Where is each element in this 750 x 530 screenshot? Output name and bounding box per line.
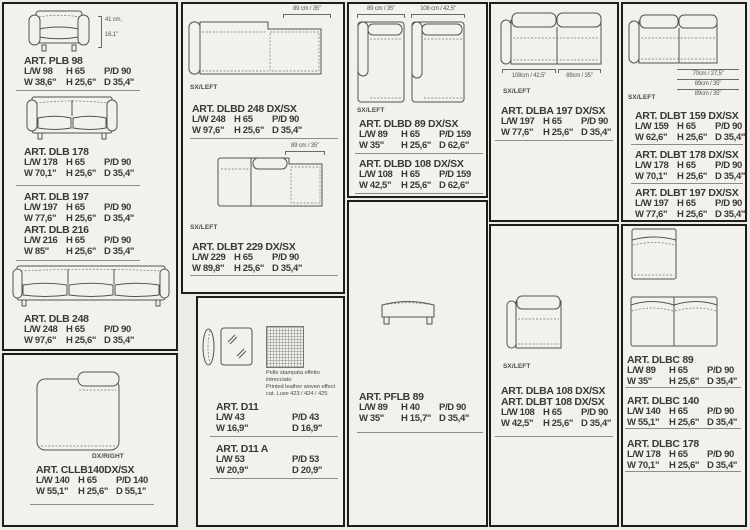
material-caption [266, 370, 335, 398]
panel-dlbd89-dlbd108 [347, 2, 488, 198]
lw: L/W 89 [627, 365, 656, 376]
d-in: D 35,4" [272, 262, 303, 274]
panel-plb-dlb [2, 2, 178, 351]
h-in: H 25,6" [234, 124, 265, 136]
spec-dlbd-248 [192, 104, 302, 136]
h: H 65 [234, 114, 253, 125]
width-value: 89 cm / 35" [293, 6, 321, 12]
w-in: W 42,5" [359, 179, 392, 191]
divider [355, 153, 483, 154]
lw: L/W 229 [192, 252, 226, 263]
imperial-dimensions [24, 247, 134, 258]
pd: P/D 140 [116, 475, 148, 486]
imperial-dimensions [216, 466, 322, 477]
art-number: ART. DLBT 229 DX/SX [192, 241, 296, 253]
element-89-top-view-drawing [357, 21, 405, 103]
metric-dimensions [216, 413, 322, 424]
w-in: W 85" [24, 245, 49, 257]
d-in: D 62,6" [439, 139, 470, 151]
width-value: 89cm / 35" [566, 73, 593, 79]
divider [355, 193, 483, 194]
art-number: ART. DLBC 140 [627, 395, 699, 407]
measure-line [677, 69, 739, 70]
metric-dimensions [627, 450, 737, 461]
imperial-dimensions [501, 128, 611, 139]
spec-dlbt-229 [192, 242, 302, 274]
pd: P/D 90 [707, 449, 734, 460]
divider [16, 90, 140, 91]
spec-dlb-248 [24, 314, 134, 346]
metric-dimensions [24, 158, 134, 169]
element-108-top-view-drawing [506, 295, 562, 351]
h: H 40 [401, 402, 420, 413]
spec-dlbd-108 [359, 159, 471, 191]
daybed-229-top-view-drawing [217, 157, 323, 207]
width-value: 89 cm / 35" [291, 143, 319, 149]
divider [16, 260, 140, 261]
metric-dimensions [24, 236, 134, 247]
spec-dlbc-89 [627, 355, 737, 387]
lw: L/W 197 [501, 116, 535, 127]
caption-line-2: intrecciato [266, 376, 292, 383]
panel-dlba108-dlbt108 [489, 224, 619, 527]
spec-dlb-216 [24, 225, 134, 257]
w-in: W 70,1" [627, 459, 660, 471]
pd: P/D 90 [581, 116, 608, 127]
sofa-dlbt-top-view-drawing [628, 14, 718, 68]
h: H 65 [677, 121, 696, 132]
imperial-dimensions [635, 210, 745, 221]
pd: P/D 159 [439, 129, 471, 140]
width-value: 108 cm / 42,5" [420, 6, 456, 12]
width-value: 89 cm / 35" [367, 6, 395, 12]
metric-dimensions [501, 408, 611, 419]
daybed-248-top-view-drawing [188, 21, 322, 75]
spec-cllb140 [36, 465, 148, 497]
pd: P/D 43 [292, 412, 319, 423]
h-in: H 15,7" [401, 412, 432, 424]
w-in: W 35" [627, 375, 652, 387]
d-in: D 20,9" [292, 464, 323, 476]
metric-dimensions [359, 403, 469, 414]
d-in: D 55,1" [116, 485, 147, 497]
metric-dimensions [627, 366, 737, 377]
d-in: D 35,4" [707, 375, 738, 387]
d-in: D 35,4" [104, 212, 135, 224]
divider [190, 275, 338, 276]
seat-height-annotation [105, 17, 122, 39]
lw: L/W 178 [627, 449, 661, 460]
d-in: D 35,4" [104, 245, 135, 257]
lw: L/W 197 [24, 202, 58, 213]
orientation-label: SX/LEFT [503, 88, 531, 95]
metric-dimensions [24, 203, 134, 214]
d-in: D 35,4" [715, 131, 746, 143]
sofa-3seat-front-drawing [12, 265, 170, 311]
h: H 65 [66, 324, 85, 335]
armchair-front-drawing [28, 10, 90, 58]
lw: L/W 53 [216, 454, 245, 465]
h: H 65 [543, 407, 562, 418]
pd: P/D 90 [581, 407, 608, 418]
h: H 65 [401, 169, 420, 180]
width-value: 89cm / 35" [694, 81, 722, 87]
art-number: ART. DLB 216 [24, 224, 89, 236]
divider [16, 185, 140, 186]
lw: L/W 197 [635, 198, 669, 209]
pd: P/D 53 [292, 454, 319, 465]
h: H 65 [66, 157, 85, 168]
h-in: H 25,6" [669, 416, 700, 428]
spec-dlb-197 [24, 192, 134, 224]
measure-line [677, 79, 739, 80]
imperial-dimensions [24, 169, 134, 180]
spec-dlbc-178 [627, 439, 737, 471]
d-in: D 35,4" [104, 76, 135, 88]
divider [210, 436, 338, 437]
h: H 65 [669, 365, 688, 376]
w-in: W 55,1" [36, 485, 69, 497]
width-value: 70cm / 27,5" [692, 71, 724, 77]
w-in: W 77,6" [501, 126, 534, 138]
lw: L/W 159 [635, 121, 669, 132]
pd: P/D 90 [272, 114, 299, 125]
d-in: D 35,4" [439, 412, 470, 424]
w-in: W 89,8" [192, 262, 225, 274]
panel-pflb89 [347, 200, 488, 527]
lw: L/W 108 [501, 407, 535, 418]
art-number: ART. DLBA 108 DX/SX [501, 385, 606, 397]
d-in: D 35,4" [715, 208, 746, 220]
h-in: H 25,6" [543, 417, 574, 429]
width-annotation [411, 6, 465, 18]
spec-dlb-178 [24, 147, 134, 179]
pd: P/D 90 [104, 157, 131, 168]
spec-dlbt-178 [635, 150, 745, 182]
imperial-dimensions [192, 126, 302, 137]
chaise-top-view-drawing [36, 371, 120, 451]
orientation-label: SX/LEFT [190, 84, 218, 91]
pd: P/D 90 [104, 66, 131, 77]
lw: L/W 108 [359, 169, 393, 180]
w-in: W 16,9" [216, 422, 249, 434]
w-in: W 20,9" [216, 464, 249, 476]
spec-pflb-89 [359, 392, 469, 424]
d-in: D 35,4" [104, 167, 135, 179]
spec-dlbt-159 [635, 111, 745, 143]
orientation-label: SX/LEFT [190, 224, 218, 231]
metric-dimensions [36, 476, 148, 487]
imperial-dimensions [359, 141, 471, 152]
h-in: H 25,6" [669, 375, 700, 387]
w-in: W 38,6" [24, 76, 57, 88]
cushion-side-view-drawing [202, 328, 215, 366]
spec-dlbt-197 [635, 188, 745, 220]
spec-dlbd-89 [359, 119, 471, 151]
art-number: ART. DLB 197 [24, 191, 89, 203]
h-in: H 25,6" [234, 262, 265, 274]
art-number: ART. DLBT 108 DX/SX [501, 396, 605, 408]
h: H 65 [78, 475, 97, 486]
width-value: 89cm / 35" [694, 91, 722, 97]
lw: L/W 178 [24, 157, 58, 168]
imperial-dimensions [192, 264, 302, 275]
lw: L/W 140 [36, 475, 70, 486]
w-in: W 77,6" [635, 208, 668, 220]
woven-leather-swatch [266, 326, 304, 368]
caption-line-4: cat. Luxe 423 / 424 / 425 [266, 390, 328, 397]
divider [495, 436, 613, 437]
metric-dimensions [359, 130, 471, 141]
d-in: D 35,4" [581, 126, 612, 138]
divider [210, 478, 338, 479]
metric-dimensions [635, 161, 745, 172]
h-in: H 25,6" [401, 179, 432, 191]
cushion-front-view-drawing [220, 327, 253, 366]
art-number: ART. DLBD 108 DX/SX [359, 158, 464, 170]
d-in: D 35,4" [707, 459, 738, 471]
spec-d11a [216, 444, 322, 476]
metric-dimensions [192, 253, 302, 264]
d-in: D 35,4" [272, 124, 303, 136]
w-in: W 55,1" [627, 416, 660, 428]
imperial-dimensions [24, 336, 134, 347]
w-in: W 35" [359, 139, 384, 151]
lw: L/W 216 [24, 235, 58, 246]
h: H 65 [677, 160, 696, 171]
lw: L/W 248 [192, 114, 226, 125]
imperial-dimensions [627, 461, 737, 472]
caption-line-3: Printed leather woven effect [266, 383, 335, 390]
lw: L/W 248 [24, 324, 58, 335]
measure-bracket [357, 14, 405, 18]
w-in: W 35" [359, 412, 384, 424]
art-number: ART. DLBT 178 DX/SX [635, 149, 739, 161]
divider [625, 428, 741, 429]
width-annotation [357, 6, 405, 18]
divider [631, 144, 743, 145]
h-in: H 25,6" [66, 212, 97, 224]
width-annotation [502, 68, 556, 80]
h-in: H 25,6" [66, 334, 97, 346]
h-in: H 25,6" [677, 208, 708, 220]
h-in: H 25,6" [66, 167, 97, 179]
imperial-dimensions [627, 377, 737, 388]
metric-dimensions [627, 407, 737, 418]
h: H 65 [66, 66, 85, 77]
seat-height-cm: 41 cm, [105, 17, 122, 23]
width-annotations [672, 68, 744, 98]
metric-dimensions [635, 122, 745, 133]
sofa-2seat-front-drawing [26, 96, 118, 146]
art-number: ART. DLBA 197 DX/SX [501, 105, 606, 117]
w-in: W 97,6" [192, 124, 225, 136]
art-number: ART. DLBD 248 DX/SX [192, 103, 297, 115]
measure-line [677, 89, 739, 90]
metric-dimensions [216, 455, 322, 466]
h: H 65 [234, 252, 253, 263]
h-in: H 25,6" [669, 459, 700, 471]
w-in: W 42,5" [501, 417, 534, 429]
d-in: D 62,6" [439, 179, 470, 191]
art-number: ART. DLBD 89 DX/SX [359, 118, 459, 130]
metric-dimensions [359, 170, 471, 181]
w-in: W 62,6" [635, 131, 668, 143]
measure-bracket [411, 14, 465, 18]
w-in: W 70,1" [635, 170, 668, 182]
art-number: ART. DLBT 197 DX/SX [635, 187, 739, 199]
orientation-label: SX/LEFT [357, 107, 385, 114]
imperial-dimensions [359, 181, 471, 192]
lw: L/W 43 [216, 412, 245, 423]
d-in: D 35,4" [715, 170, 746, 182]
lw: L/W 140 [627, 406, 661, 417]
metric-dimensions [501, 117, 611, 128]
lw: L/W 178 [635, 160, 669, 171]
element-dlbc89-drawing [631, 228, 677, 280]
seat-height-in: 16,1" [105, 32, 118, 38]
metric-dimensions [24, 67, 134, 78]
lw: L/W 98 [24, 66, 53, 77]
pd: P/D 90 [715, 198, 742, 209]
metric-dimensions [635, 199, 745, 210]
orientation-label: DX/RIGHT [92, 453, 124, 460]
imperial-dimensions [36, 487, 148, 498]
height-bracket [98, 16, 102, 48]
art-number: ART. DLB 178 [24, 146, 89, 158]
pouf-front-drawing [380, 296, 436, 328]
divider [625, 387, 741, 388]
imperial-dimensions [359, 414, 469, 425]
d-in: D 35,4" [581, 417, 612, 429]
divider [625, 471, 741, 472]
pd: P/D 159 [439, 169, 471, 180]
w-in: W 70,1" [24, 167, 57, 179]
h-in: H 25,6" [677, 170, 708, 182]
orientation-label: SX/LEFT [628, 94, 656, 101]
orientation-label: SX/LEFT [503, 363, 531, 370]
divider [631, 183, 743, 184]
pd: P/D 90 [715, 160, 742, 171]
pd: P/D 90 [104, 202, 131, 213]
panel-dlba197 [489, 2, 619, 222]
h-in: H 25,6" [543, 126, 574, 138]
width-annotation [283, 6, 331, 18]
width-annotation [558, 68, 601, 80]
spec-dlba-197 [501, 106, 611, 138]
panel-dlbt-series [621, 2, 747, 222]
pd: P/D 90 [104, 235, 131, 246]
spec-dlba-dlbt-108 [501, 386, 611, 429]
art-number: ART. DLB 248 [24, 313, 89, 325]
d-in: D 35,4" [104, 334, 135, 346]
panel-cushions-d11 [196, 296, 345, 527]
lw: L/W 89 [359, 402, 388, 413]
w-in: W 77,6" [24, 212, 57, 224]
imperial-dimensions [635, 172, 745, 183]
w-in: W 97,6" [24, 334, 57, 346]
pd: P/D 90 [272, 252, 299, 263]
panel-cllb140 [2, 353, 178, 527]
imperial-dimensions [216, 424, 322, 435]
caption-line-1: Pelle stampata effetto [266, 370, 320, 376]
h: H 65 [66, 202, 85, 213]
pd: P/D 90 [715, 121, 742, 132]
sofa-197-top-view-drawing [500, 12, 602, 70]
element-dlbc-2module-drawing [630, 291, 718, 347]
h: H 65 [543, 116, 562, 127]
h: H 65 [401, 129, 420, 140]
d-in: D 35,4" [707, 416, 738, 428]
imperial-dimensions [635, 133, 745, 144]
h: H 65 [677, 198, 696, 209]
imperial-dimensions [24, 78, 134, 89]
metric-dimensions [24, 325, 134, 336]
art-number: ART. DLBC 89 [627, 354, 694, 366]
measure-bracket [283, 14, 331, 18]
art-number: ART. DLBC 178 [627, 438, 699, 450]
lw: L/W 89 [359, 129, 388, 140]
element-108-top-view-drawing [411, 21, 465, 103]
imperial-dimensions [501, 419, 611, 430]
measure-bracket [285, 151, 325, 155]
panel-dlbd248-dlbt229 [181, 2, 345, 294]
d-in: D 16,9" [292, 422, 323, 434]
divider [30, 504, 154, 505]
spec-d11 [216, 402, 322, 434]
divider [357, 432, 483, 433]
width-value: 108cm / 42,5" [511, 73, 547, 79]
art-number: ART. D11 A [216, 443, 269, 455]
h-in: H 25,6" [78, 485, 109, 497]
h-in: H 25,6" [66, 245, 97, 257]
metric-dimensions [192, 115, 302, 126]
spec-plb-98 [24, 56, 134, 88]
art-number: ART. CLLB140DX/SX [36, 464, 135, 476]
imperial-dimensions [627, 418, 737, 429]
pd: P/D 90 [707, 406, 734, 417]
h-in: H 25,6" [66, 76, 97, 88]
art-number: ART. PLB 98 [24, 55, 83, 67]
h-in: H 25,6" [401, 139, 432, 151]
divider [495, 140, 613, 141]
art-number: ART. PFLB 89 [359, 391, 424, 403]
panel-dlbc-series [621, 224, 747, 527]
h-in: H 25,6" [677, 131, 708, 143]
imperial-dimensions [24, 214, 134, 225]
pd: P/D 90 [104, 324, 131, 335]
h: H 65 [669, 449, 688, 460]
h: H 65 [669, 406, 688, 417]
pd: P/D 90 [707, 365, 734, 376]
art-number: ART. DLBT 159 DX/SX [635, 110, 739, 122]
divider [190, 138, 338, 139]
h: H 65 [66, 235, 85, 246]
art-number: ART. D11 [216, 401, 259, 413]
spec-dlbc-140 [627, 396, 737, 428]
width-annotation [285, 143, 325, 155]
pd: P/D 90 [439, 402, 466, 413]
